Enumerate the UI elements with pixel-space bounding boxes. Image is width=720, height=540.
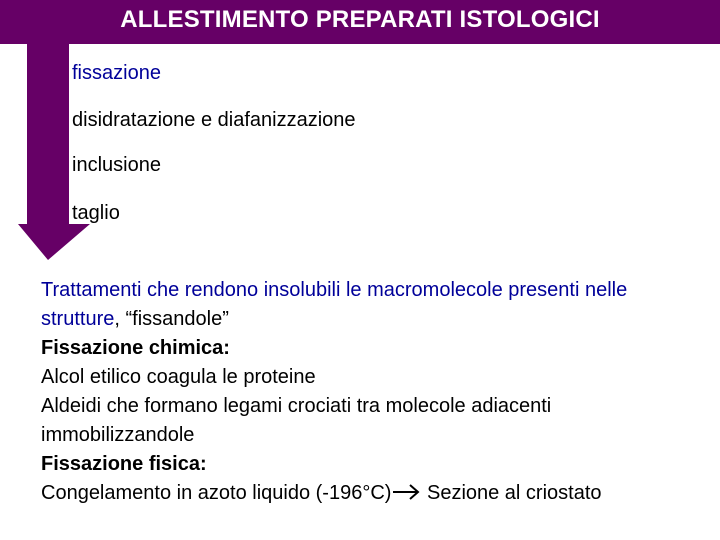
step-label: fissazione <box>72 62 161 84</box>
step-label: disidratazione e diafanizzazione <box>72 109 356 131</box>
fixation-description <box>41 276 701 508</box>
physical-fixation-heading: Fissazione fisica: <box>41 453 207 475</box>
chemical-fixation-heading: Fissazione chimica: <box>41 337 230 359</box>
definition-text: Trattamenti che rendono insolubili le macromolecole presenti nelle strutture <box>41 279 628 330</box>
physical-fixation-text: Congelamento in azoto liquido (-196°C) <box>41 482 392 504</box>
chemical-fixation-line: Alcol etilico coagula le proteine <box>41 366 316 388</box>
right-arrow-icon <box>391 483 421 501</box>
step-label: inclusione <box>72 154 161 176</box>
step-label: taglio <box>72 202 120 224</box>
title-bar <box>0 0 720 44</box>
chemical-fixation-line: Aldeidi che formano legami crociati tra molecole adiacenti immobilizzandole <box>41 395 552 446</box>
physical-fixation-line <box>41 479 701 508</box>
definition-paragraph <box>41 276 701 334</box>
physical-fixation-result: Sezione al criostato <box>421 482 602 504</box>
definition-quote: , “fissandole” <box>114 308 229 330</box>
page-title: ALLESTIMENTO PREPARATI ISTOLOGICI <box>120 6 600 33</box>
